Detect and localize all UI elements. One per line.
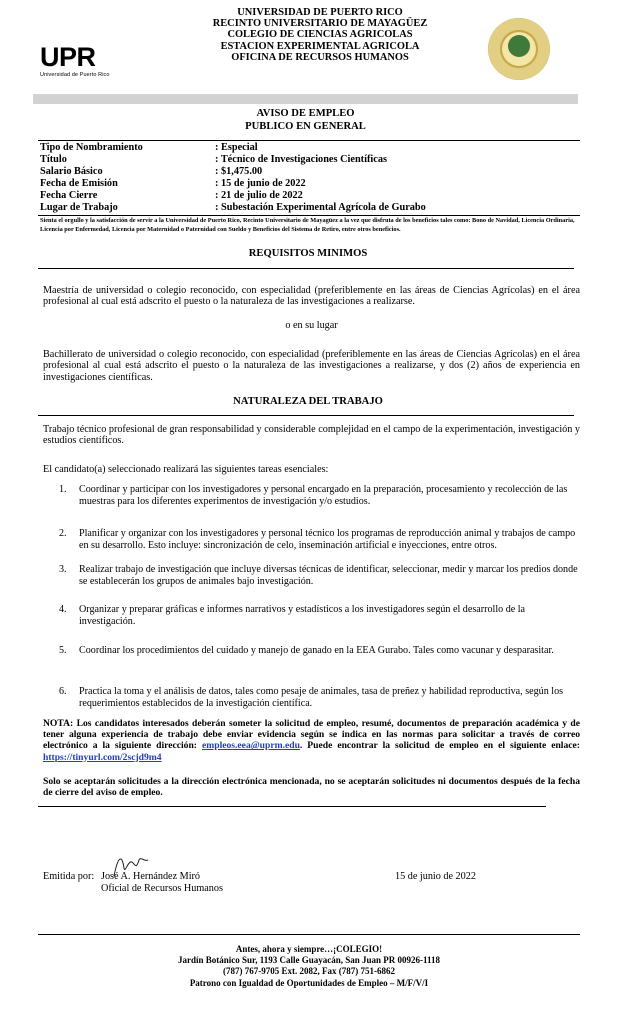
task-number: 1. — [59, 484, 67, 495]
benefits-statement: Sienta el orgullo y la satisfacción de servir a la Universidad de Puerto Rico, Recinto Universitario de Mayagüez a la vez que disfruta de los beneficios tales como: Bono de Navidad, Licencia Ordinaria, Licencia por Enfermedad, Licencia por Maternidad o Paternidad con Sueldo y Beneficios del Sistema de Retiro, entre otros beneficios. — [40, 217, 575, 234]
note-text: NOTA: Los candidatos interesados deberán someter la solicitud de empleo, resumé, documentos de preparación académica y de tener alguna experiencia de trabajo debe enviar evidencia según se indica en las normas para solicitar a través de correo electrónico a la siguiente dirección: — [43, 718, 580, 752]
task-item — [59, 604, 579, 627]
job-info-table — [38, 140, 580, 216]
footer — [38, 944, 580, 989]
signer-name: José A. Hernández Miró — [101, 871, 201, 882]
application-url-link[interactable]: https://tinyurl.com/2scjd9m4 — [43, 751, 162, 763]
institution-line: COLEGIO DE CIENCIAS AGRICOLAS — [227, 29, 413, 41]
job-info-label: Título — [40, 154, 67, 165]
institution-line: ESTACION EXPERIMENTAL AGRICOLA — [220, 40, 420, 52]
university-seal-icon — [488, 18, 550, 80]
requirement-option-2: Bachillerato de universidad o colegio reconocido, con especialidad (preferiblemente en las áreas de Ciencias Agrícolas) en el área profesional al cual está adscrito el puesto o la naturaleza de las investigaciones a realizarse, y dos (2) años de experiencia en investigaciones científicas. — [43, 349, 580, 383]
upr-logo-subtext: Universidad de Puerto Rico — [40, 72, 110, 78]
job-info-row — [40, 142, 258, 154]
footer-phone: (787) 767-9705 Ext. 2082, Fax (787) 751-6862 — [223, 966, 395, 977]
notice-title-line1: AVISO DE EMPLEO — [256, 108, 355, 119]
job-info-label: Tipo de Nombramiento — [40, 142, 143, 153]
task-number: 2. — [59, 528, 67, 539]
task-item — [59, 564, 579, 587]
job-info-value: : 21 de julio de 2022 — [215, 190, 303, 201]
tasks-intro: El candidato(a) seleccionado realizará las siguientes tareas esenciales: — [43, 464, 329, 475]
task-number: 6. — [59, 686, 67, 697]
task-number: 4. — [59, 604, 67, 615]
task-text: Organizar y preparar gráficas e informes narrativos y estadísticos a los investigadores según el desarrollo de la investigación. — [79, 604, 526, 627]
upr-logo-mark: UPR — [40, 42, 96, 72]
institution-line: UNIVERSIDAD DE PUERTO RICO — [237, 7, 403, 18]
job-info-label: Lugar de Trabajo — [40, 202, 118, 213]
footer-divider — [38, 934, 580, 935]
job-info-value: : Técnico de Investigaciones Científicas — [215, 154, 387, 165]
notice-title-line2: PUBLICO EN GENERAL — [245, 120, 366, 132]
institution-line: RECINTO UNIVERSITARIO DE MAYAGÜEZ — [212, 18, 428, 30]
footer-equal-opportunity: Patrono con Igualdad de Oportunidades de Empleo – M/F/V/I — [189, 977, 429, 988]
requirement-option-1: Maestría de universidad o colegio reconocido, con especialidad (preferiblemente en las áreas de Ciencias Agrícolas) en el área profesional al cual está adscrito el puesto o la naturaleza de las investigaciones a realizarse. — [43, 285, 580, 308]
task-text: Planificar y organizar con los investigadores y personal técnico los programas de reproducción animal y trabajos de campo en su desarrollo. Esto incluye: sincronización de celo, inseminación artificial e inyecciones, entre otros. — [79, 528, 576, 551]
closing-note: Solo se aceptarán solicitudes a la dirección electrónica mencionada, no se aceptarán solicitudes ni documentos después de la fecha de cierre del aviso de empleo. — [43, 776, 580, 799]
task-text: Practica la toma y el análisis de datos, tales como pesaje de animales, tasa de preñez y habilidad reproductiva, según los requerimientos establecidos de la investigación científica. — [79, 686, 564, 709]
job-info-label: Fecha de Emisión — [40, 178, 118, 189]
footer-address: Jardín Botánico Sur, 1193 Calle Guayacán, San Juan PR 00926-1118 — [178, 955, 440, 966]
work-nature-description: Trabajo técnico profesional de gran responsabilidad y considerable complejidad en el campo de la experimentación, investigación y estudios científicos. — [43, 424, 580, 447]
requirement-or-text: o en su lugar — [285, 320, 338, 331]
institution-header — [150, 7, 490, 63]
job-info-label: Fecha Cierre — [40, 190, 98, 201]
work-nature-title: NATURALEZA DEL TRABAJO — [233, 396, 383, 407]
job-info-value: : 15 de junio de 2022 — [215, 178, 306, 189]
issue-date: 15 de junio de 2022 — [395, 871, 476, 882]
job-info-row — [40, 202, 426, 214]
job-info-row — [40, 190, 303, 202]
task-text: Coordinar y participar con los investigadores y personal encargado en la preparación, procesamiento y recolección de las muestras para los diferentes experimentos de investigación y/o estudios. — [79, 484, 568, 507]
signer-position: Oficial de Recursos Humanos — [101, 883, 223, 894]
job-info-row — [40, 154, 387, 166]
task-item — [59, 528, 579, 551]
job-info-value: : Especial — [215, 142, 258, 153]
task-item — [59, 645, 579, 657]
task-item — [59, 686, 579, 709]
note-text: . Puede encontrar la solicitud de empleo en el siguiente enlace: — [299, 740, 580, 752]
task-item — [59, 484, 579, 507]
upr-logo — [40, 44, 132, 78]
job-info-row — [40, 166, 262, 178]
job-info-value: : $1,475.00 — [215, 166, 263, 177]
institution-line: OFICINA DE RECURSOS HUMANOS — [231, 51, 409, 63]
task-number: 3. — [59, 564, 67, 575]
task-text: Coordinar los procedimientos del cuidado y manejo de ganado en la EEA Gurabo. Tales como vacunar y desparasitar. — [79, 645, 554, 656]
section-divider — [38, 415, 574, 416]
header-divider-bar — [33, 94, 578, 104]
footer-slogan: Antes, ahora y siempre…¡COLEGIO! — [235, 944, 383, 954]
issued-by-label: Emitida por: — [43, 871, 95, 882]
section-divider — [38, 268, 574, 269]
job-info-value: : Subestación Experimental Agrícola de Gurabo — [215, 202, 426, 213]
application-note — [43, 718, 580, 763]
notice-title — [33, 108, 578, 133]
task-text: Realizar trabajo de investigación que incluye diversas técnicas de identificar, seleccionar, medir y marcar los predios donde se establecerán los grupos de animales bajo investigación. — [79, 564, 578, 587]
job-info-label: Salario Básico — [40, 166, 103, 177]
requirements-title: REQUISITOS MINIMOS — [248, 248, 368, 259]
task-number: 5. — [59, 645, 67, 656]
section-divider — [38, 806, 546, 807]
email-link[interactable]: empleos.eea@uprm.edu — [201, 740, 300, 752]
job-info-row — [40, 178, 306, 190]
